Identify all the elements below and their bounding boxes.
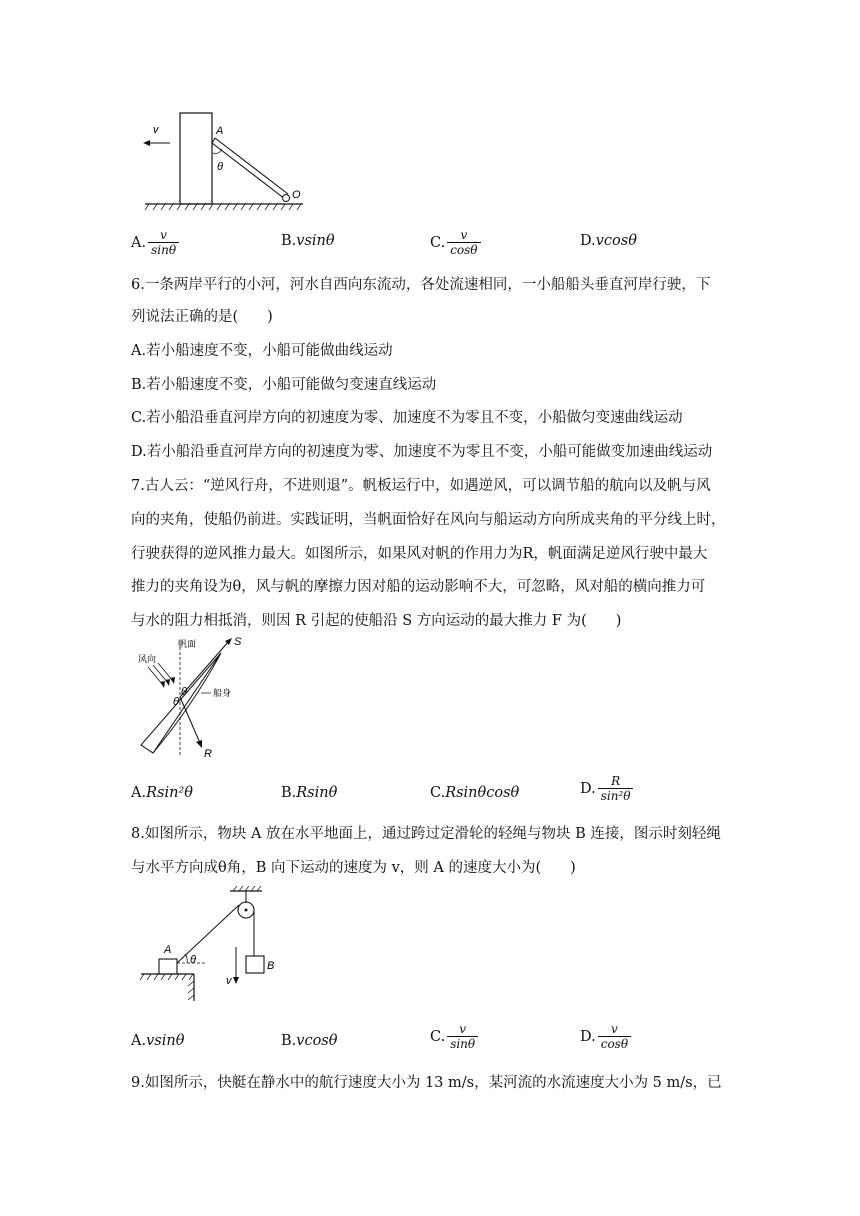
q8-option-a[interactable]: A. vsinθ <box>131 1033 185 1049</box>
q8-option-c[interactable]: C. $\frac{v}{\sin\theta}$ <box>430 1022 478 1052</box>
q5-option-d[interactable]: D. vcosθ <box>580 233 637 249</box>
q8-option-d[interactable]: D. $\frac{v}{\cos\theta}$ <box>580 1022 631 1052</box>
wind-direction-label: 风向 <box>138 655 157 665</box>
q5-option-b[interactable]: B. vsinθ <box>281 233 335 249</box>
fraction: $\frac{v}{\cos\theta}$ <box>447 228 480 258</box>
q6-option-c[interactable]: C.若小船沿垂直河岸方向的初速度为零、加速度不为零且不变，小船做匀变速曲线运动 <box>131 410 683 426</box>
figure-pulley-blocks <box>138 883 288 1008</box>
q8-option-b[interactable]: B. vcosθ <box>281 1033 338 1049</box>
s-label: S <box>234 636 242 648</box>
point-o-label: O <box>292 189 301 201</box>
q7-line4: 推力的夹角设为θ，风与帆的摩擦力因对船的运动影响不大，可忽略，风对船的横向推力可 <box>131 579 706 595</box>
q7-line2: 向的夹角，使船仍前进。实践证明，当帆面恰好在风向与船运动方向所成夹角的平分线上时， <box>131 512 726 528</box>
q9-line1: 9.如图所示，快艇在静水中的航行速度大小为 13 m/s，某河流的水流速度大小为 5 m/s，已 <box>131 1075 722 1091</box>
r-label: R <box>204 748 212 760</box>
theta2-label: θ <box>173 696 179 708</box>
q7-line5: 与水的阻力相抵消，则因 R 引起的使船沿 S 方向运动的最大推力 F 为( ) <box>131 613 622 629</box>
fraction: $\frac{v}{\sin\theta}$ <box>447 1022 478 1052</box>
q7-line3: 行驶获得的逆风推力最大。如图所示，如果风对帆的作用力为R，帆面满足逆风行驶中最大 <box>131 546 708 562</box>
fraction: $\frac{v}{\sin\theta}$ <box>148 228 179 258</box>
block-b-label: B <box>267 960 275 972</box>
q6-stem-line2: 列说法正确的是( ) <box>131 309 273 325</box>
block-a-label: A <box>164 944 172 956</box>
v-label: v <box>153 124 159 136</box>
sail-label: 帆面 <box>178 640 197 650</box>
q5-option-c[interactable]: C. $\frac{v}{\cos\theta}$ <box>430 228 481 258</box>
theta-label: θ <box>190 954 196 966</box>
q8-line1: 8.如图所示，物块 A 放在水平地面上，通过跨过定滑轮的轻绳与物块 B 连接，图示时刻轻绳 <box>131 826 721 842</box>
point-a-label: A <box>216 125 224 137</box>
v-label: v <box>226 975 232 987</box>
q5-option-a[interactable]: A. $\frac{v}{\sin\theta}$ <box>131 228 179 258</box>
figure-rod-block <box>135 105 310 215</box>
q8-line2: 与水平方向成θ角，B 向下运动的速度为 v，则 A 的速度大小为( ) <box>131 860 576 876</box>
figure-sail-boat <box>133 635 258 765</box>
q6-option-a[interactable]: A.若小船速度不变，小船可能做曲线运动 <box>131 343 393 359</box>
hull-label: 船身 <box>213 689 232 699</box>
q7-line1: 7.古人云：“逆风行舟，不进则退”。帆板运行中，如遇逆风，可以调节船的航向以及帆与风 <box>131 478 711 494</box>
q7-option-b[interactable]: B. Rsinθ <box>281 785 338 801</box>
q7-option-a[interactable]: A. Rsin²θ <box>131 785 193 801</box>
q7-option-c[interactable]: C. Rsinθcosθ <box>430 785 520 801</box>
q6-option-d[interactable]: D.若小船沿垂直河岸方向的初速度为零、加速度不为零且不变，小船可能做变加速曲线运动 <box>131 444 713 460</box>
q7-option-d[interactable]: D. $\frac{R}{\text{sin²θ}}$ <box>580 774 633 804</box>
q6-option-b[interactable]: B.若小船速度不变，小船可能做匀变速直线运动 <box>131 377 437 393</box>
q6-stem-line1: 6.一条两岸平行的小河，河水自西向东流动，各处流速相同，一小船船头垂直河岸行驶，下 <box>131 277 711 293</box>
theta-label: θ <box>217 161 223 173</box>
theta1-label: θ <box>181 686 187 698</box>
fraction: $\frac{R}{\text{sin²θ}}$ <box>598 774 634 804</box>
fraction: $\frac{v}{\cos\theta}$ <box>598 1022 631 1052</box>
